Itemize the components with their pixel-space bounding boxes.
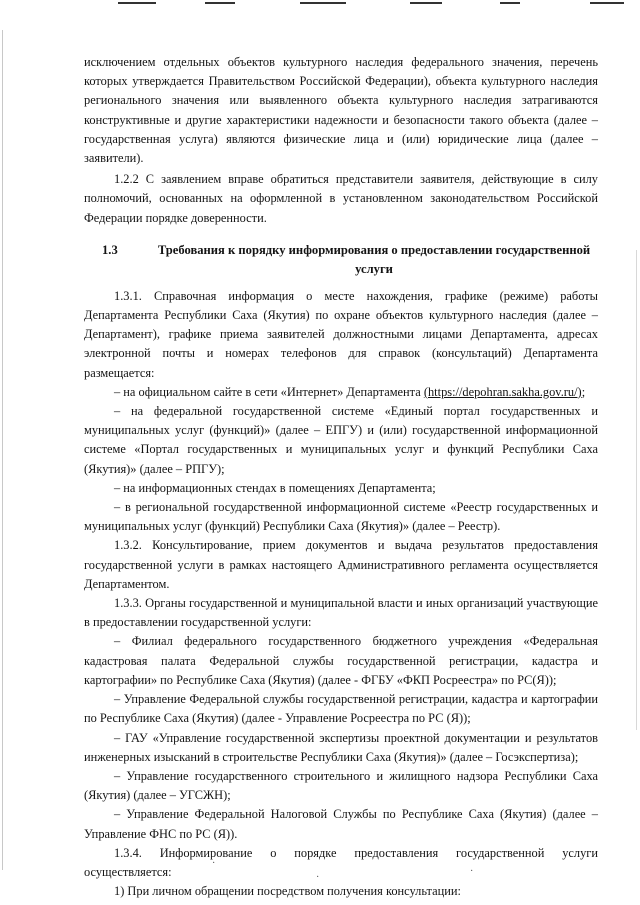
paragraph-1-3-4: 1.3.4. Информирование о порядке предоставления государственной услуги осуществляется: [84,845,598,879]
bullet-info-stands: – на информационных стендах в помещениях Департамента; [114,480,436,495]
scan-speck: · [212,858,216,869]
paragraph-continuation: исключением отдельных объектов культурного наследия федерального значения, перечень которых утверждается Правительством Российской Федерации), объекта культурного наследия регионального значения или выявленного объекта культурного наследия затрагиваются конструктивные и другие характеристики надежности и безопасности такого объекта (далее – государственная услуга) являются физические лица и (или) юридические лица (далее – заявители). [84,55,598,166]
section-title: Требования к порядку информирования о предоставлении государственной услуги [157,242,591,276]
bullet-fns: – Управление Федеральной Налоговой Службы по Республике Саха (Якутия) (далее – Управление ФНС по РС (Я)). [84,807,598,841]
section-heading [84,241,598,279]
scan-artifact-top [0,0,640,8]
bullet-site-suffix: ; [581,384,586,399]
scan-edge-right [636,250,637,730]
bullet-site-text: – на официальном сайте в сети «Интернет» Департамента [114,384,421,399]
paragraph-1-2-2: 1.2.2 С заявлением вправе обратиться представители заявителя, действующие в силу полномочий, основанных на оформленной в установленном законодательством Российской Федерации порядке доверенности. [84,172,598,225]
paragraph-1-3-1: 1.3.1. Справочная информация о месте нахождения, графике (режиме) работы Департамента Республики Саха (Якутия) по охране объектов культурного наследия (далее – Департамент), графике приема заявителей должностными лицами Департамента, адресах электронной почты и номерах телефонов для справок (консультаций) Департамента размещается: [84,288,598,380]
scan-edge-left [2,30,3,870]
bullet-ugszhn: – Управление государственного строительного и жилищного надзора Республики Саха (Якутия) (далее – УГСЖН); [84,768,598,803]
paragraph-1-3-2: 1.3.2. Консультирование, прием документов и выдача результатов предоставления государственной услуги в рамках настоящего Административного регламента осуществляется Департаментом. [84,538,598,591]
department-website-link[interactable]: (https://depohran.sakha.gov.ru/) [423,384,582,399]
section-number: 1.3 [102,242,118,257]
bullet-registry: – в региональной государственной информационной системе «Реестр государственных и муниципальных услуг (функций) Республики Саха (Якутия)» (далее – Реестр). [84,500,598,534]
bullet-gosexpertiza: – ГАУ «Управление государственной экспертизы проектной документации и результатов инженерных изысканий в строительстве Республики Саха (Якутия)» (далее – Госэкспертиза); [84,730,598,764]
bullet-official-site [84,383,598,402]
bullet-fkp-rosreestr: – Филиал федерального государственного бюджетного учреждения «Федеральная кадастровая палата Федеральной службы государственной регистрации, кадастра и картографии» по Республике Саха (Якутия) (далее - ФГБУ «ФКП Росреестра» по РС(Я)); [84,634,598,687]
document-body [84,53,598,901]
scan-speck: · [316,872,320,883]
paragraph-1-3-3: 1.3.3. Органы государственной и муниципальной власти и иных организаций участвующие в предоставлении государственной услуги: [84,596,598,630]
bullet-rosreestr: – Управление Федеральной службы государственной регистрации, кадастра и картографии по Республике Саха (Якутия) (далее - Управление Росреестра по РС (Я)); [84,692,598,726]
list-item-1: 1) При личном обращении посредством получения консультации: [114,884,461,899]
bullet-epgu: – на федеральной государственной системе «Единый портал государственных и муниципальных услуг (функций)» (далее – ЕПГУ) и (или) государственной информационной системе «Портал государственных и муниципальных услуг и функций Республики Саха (Якутия)» (далее – РПГУ); [84,404,598,476]
scan-speck: · [470,866,474,877]
